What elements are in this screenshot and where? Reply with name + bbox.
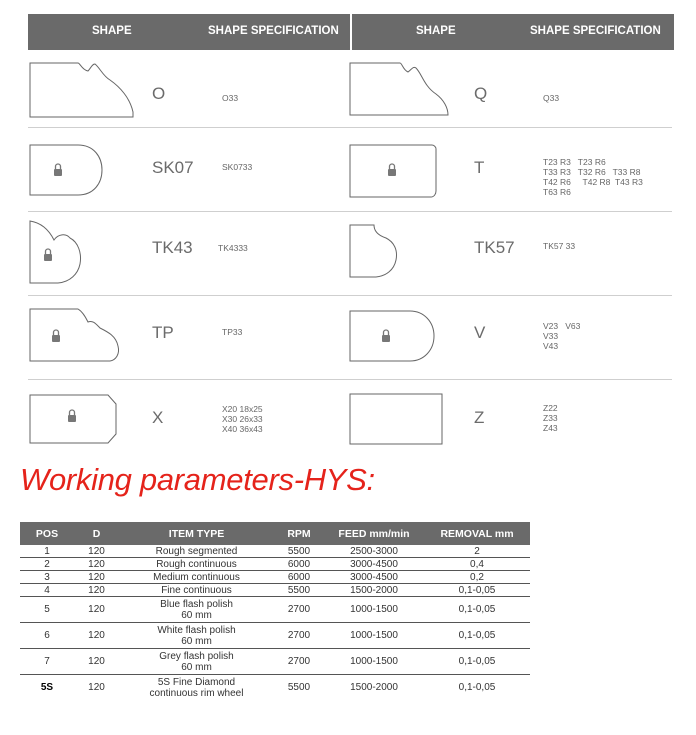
cell-pos: 1 — [20, 545, 74, 558]
row-divider — [28, 379, 672, 380]
col-header-item-type: ITEM TYPE — [119, 522, 274, 545]
row-divider — [28, 295, 672, 296]
cell-pos: 4 — [20, 584, 74, 597]
item-line2: 60 mm — [181, 661, 212, 673]
cell-pos: 2 — [20, 558, 74, 571]
cell-rpm: 6000 — [274, 558, 324, 571]
cell-item: Medium continuous — [119, 571, 274, 584]
shape-sk07-icon — [28, 142, 108, 198]
cell-removal: 0,4 — [424, 558, 530, 571]
shape-code: TK43 — [152, 238, 193, 257]
shape-spec: Z22 Z33 Z43 — [543, 403, 558, 433]
shape-code: Z — [474, 408, 485, 427]
shape-code: SK07 — [152, 158, 194, 177]
cell-rpm: 2700 — [274, 649, 324, 675]
table-row — [20, 558, 530, 571]
col-header-pos: POS — [20, 522, 74, 545]
shape-z-icon — [348, 391, 448, 447]
shapes-header-left — [28, 14, 350, 50]
col-spec-label: SHAPE SPECIFICATION — [208, 25, 339, 37]
cell-feed: 3000-4500 — [324, 558, 424, 571]
shape-spec: TK4333 — [218, 243, 248, 253]
shape-code: TP — [152, 323, 174, 342]
cell-removal: 0,1-0,05 — [458, 682, 496, 693]
col-header-d: D — [74, 522, 119, 545]
cell-removal: 0,1-0,05 — [424, 584, 530, 597]
table-row — [20, 649, 530, 675]
shape-spec: TP33 — [222, 327, 243, 337]
shape-code: O — [152, 84, 166, 103]
table-header-row — [20, 522, 530, 545]
item-line1: White flash polish — [157, 624, 236, 636]
cell-pos: 6 — [20, 623, 74, 649]
table-row — [20, 675, 530, 701]
shapes-header-right — [350, 14, 674, 50]
cell-removal: 0,2 — [424, 571, 530, 584]
item-line2: continuous rim wheel — [149, 687, 244, 699]
cell-d: 120 — [74, 649, 119, 675]
cell-item: Fine continuous — [119, 584, 274, 597]
cell-item — [119, 623, 274, 649]
cell-pos: 5 — [20, 597, 74, 623]
cell-pos: 3 — [20, 571, 74, 584]
cell-pos: 7 — [20, 649, 74, 675]
cell-item: Rough segmented — [119, 545, 274, 558]
shape-code: X — [152, 408, 164, 427]
shape-t-icon — [348, 142, 448, 200]
cell-item — [119, 675, 274, 701]
cell-d: 120 — [74, 623, 119, 649]
cell-removal: 0,1-0,05 — [424, 649, 530, 675]
shape-x-icon — [28, 392, 128, 446]
cell-feed: 1500-2000 — [350, 682, 398, 693]
shape-spec: V23 V63 V33 V43 — [543, 321, 581, 351]
shape-spec: O33 — [222, 93, 239, 103]
item-line2: 60 mm — [181, 635, 212, 647]
item-line2: 60 mm — [181, 609, 212, 621]
col-shape-label: SHAPE — [92, 25, 132, 37]
shape-spec: TK57 33 — [543, 241, 576, 251]
table-row — [20, 571, 530, 584]
cell-item — [119, 649, 274, 675]
cell-feed: 3000-4500 — [324, 571, 424, 584]
shape-spec: Q33 — [543, 93, 560, 103]
cell-rpm: 6000 — [274, 571, 324, 584]
item-line1: Blue flash polish — [160, 598, 233, 610]
cell-pos: 5S — [40, 682, 54, 693]
cell-removal: 0,1-0,05 — [424, 623, 530, 649]
cell-feed: 1000-1500 — [324, 623, 424, 649]
cell-d: 120 — [74, 597, 119, 623]
shape-spec: T23 R3 T23 R6 T33 R3 T32 R6 T33 R8 T42 R6 T42 R8 T43 R3 T63 R6 — [543, 157, 643, 197]
col-spec-label: SHAPE SPECIFICATION — [530, 25, 661, 37]
cell-feed: 1500-2000 — [324, 584, 424, 597]
cell-rpm: 5500 — [274, 584, 324, 597]
col-header-feed: FEED mm/min — [324, 522, 424, 545]
table-row — [20, 584, 530, 597]
row-divider — [28, 211, 672, 212]
shape-q-icon — [348, 60, 458, 120]
row-divider — [28, 127, 672, 128]
cell-removal: 0,1-0,05 — [424, 597, 530, 623]
params-table — [20, 522, 530, 700]
cell-d: 120 — [74, 545, 119, 558]
cell-d: 120 — [74, 571, 119, 584]
cell-rpm: 5500 — [287, 682, 311, 693]
shape-tp-icon — [28, 306, 128, 366]
shape-v-icon — [348, 308, 448, 364]
cell-feed: 1000-1500 — [324, 649, 424, 675]
shape-o-icon — [28, 60, 138, 120]
cell-d: 120 — [74, 584, 119, 597]
cell-rpm: 2700 — [274, 623, 324, 649]
shape-spec: X20 18x25 X30 26x33 X40 36x43 — [222, 404, 263, 434]
table-row — [20, 623, 530, 649]
col-header-rpm: RPM — [274, 522, 324, 545]
item-line1: Grey flash polish — [159, 650, 234, 662]
cell-rpm: 2700 — [274, 597, 324, 623]
table-row — [20, 545, 530, 558]
shape-code: V — [474, 323, 486, 342]
cell-feed: 1000-1500 — [324, 597, 424, 623]
table-row — [20, 597, 530, 623]
shape-code: T — [474, 158, 485, 177]
section-title: Working parameters-HYS: — [20, 462, 375, 497]
col-header-removal: REMOVAL mm — [424, 522, 530, 545]
shape-tk57-icon — [348, 222, 408, 282]
cell-d: 120 — [74, 558, 119, 571]
cell-feed: 2500-3000 — [324, 545, 424, 558]
item-line1: 5S Fine Diamond — [157, 676, 236, 688]
cell-rpm: 5500 — [274, 545, 324, 558]
shape-code: TK57 — [474, 238, 515, 257]
cell-item — [119, 597, 274, 623]
cell-removal: 2 — [424, 545, 530, 558]
shape-code: Q — [474, 84, 488, 103]
shape-tk43-icon — [28, 218, 108, 288]
col-shape-label: SHAPE — [416, 25, 456, 37]
cell-item: Rough continuous — [119, 558, 274, 571]
shape-spec: SK0733 — [222, 162, 253, 172]
cell-d: 120 — [88, 682, 105, 693]
